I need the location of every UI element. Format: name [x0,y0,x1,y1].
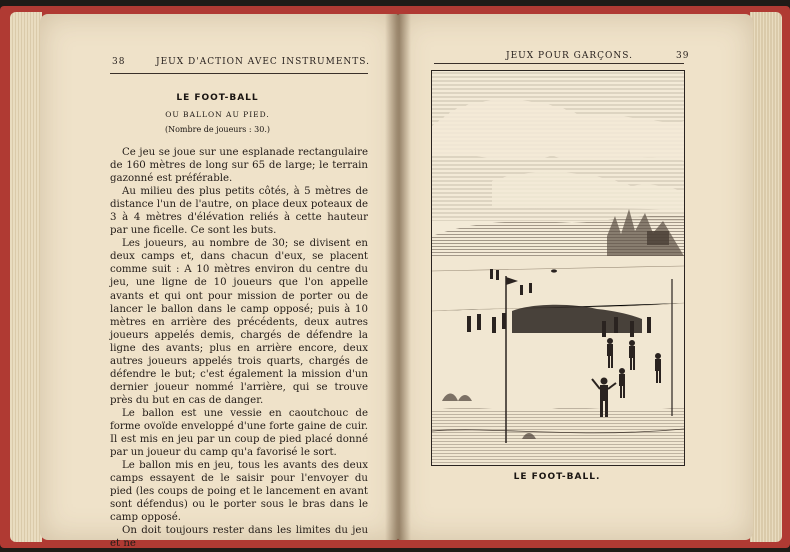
left-page-edges [10,12,42,542]
right-header-rule [434,63,684,64]
illustration-caption: LE FOOT-BALL. [513,472,601,482]
paragraph: On doit toujours rester dans les limites du jeu et ne [110,525,368,550]
paragraph: Au milieu des plus petits côtés, à 5 mètres de distance l'un de l'autre, on place deux poteaux de 3 à 4 mètres d'élévation reliés à cette hauteur par une ficelle. Ce sont les buts. [110,186,368,237]
players-note: (Nombre de joueurs : 30.) [164,125,271,134]
left-header-rule [110,73,368,74]
body-text [110,146,368,550]
paragraph: Le ballon mis en jeu, tous les avants des deux camps essayent de le saisir pour l'envoyer du pied (les coups de poing et le lancement en avant sont défendus) ou le porter sous le bras dans le camp opposé. [110,460,368,524]
football-illustration [431,70,685,466]
right-page-number: 39 [676,51,690,61]
paragraph: Les joueurs, au nombre de 30; se divisent en deux camps et, dans chacun d'eux, se placent comme suit : A 10 mètres environ du centre du jeu, une ligne de 10 joueurs que l'on appelle avants et qui ont pour mission de porter ou de lancer le ballon dans le camp opposé; puis à 10 mètres en arrière des précédents, deux autres joueurs appelés demis, chargés de défendre la ligne des avants; plus en arrière encore, deux autres joueurs appelés trois quarts, chargés de défendre le but; c'est également la mission d'un dernier joueur nommé l'arrière, qui se trouve près du but en cas de danger. [110,238,368,406]
right-page-edges [750,12,782,542]
engraving-drawing [432,71,684,465]
right-running-head: JEUX POUR GARÇONS. [506,51,633,61]
chapter-subtitle: OU BALLON AU PIED. [165,110,270,119]
left-running-head: JEUX D'ACTION AVEC INSTRUMENTS. [156,57,370,67]
left-page-number: 38 [112,57,126,67]
book-gutter [385,14,411,540]
chapter-title: LE FOOT-BALL [176,93,259,103]
paragraph: Le ballon est une vessie en caoutchouc de forme ovoïde enveloppé d'une forte gaine de cuir. Il est mis en jeu par un coup de pied placé donné par un joueur du camp qu'a favorisé le sort. [110,407,368,459]
paragraph: Ce jeu se joue sur une esplanade rectangulaire de 160 mètres de long sur 65 de large; le terrain gazonné est préférable. [110,147,368,185]
